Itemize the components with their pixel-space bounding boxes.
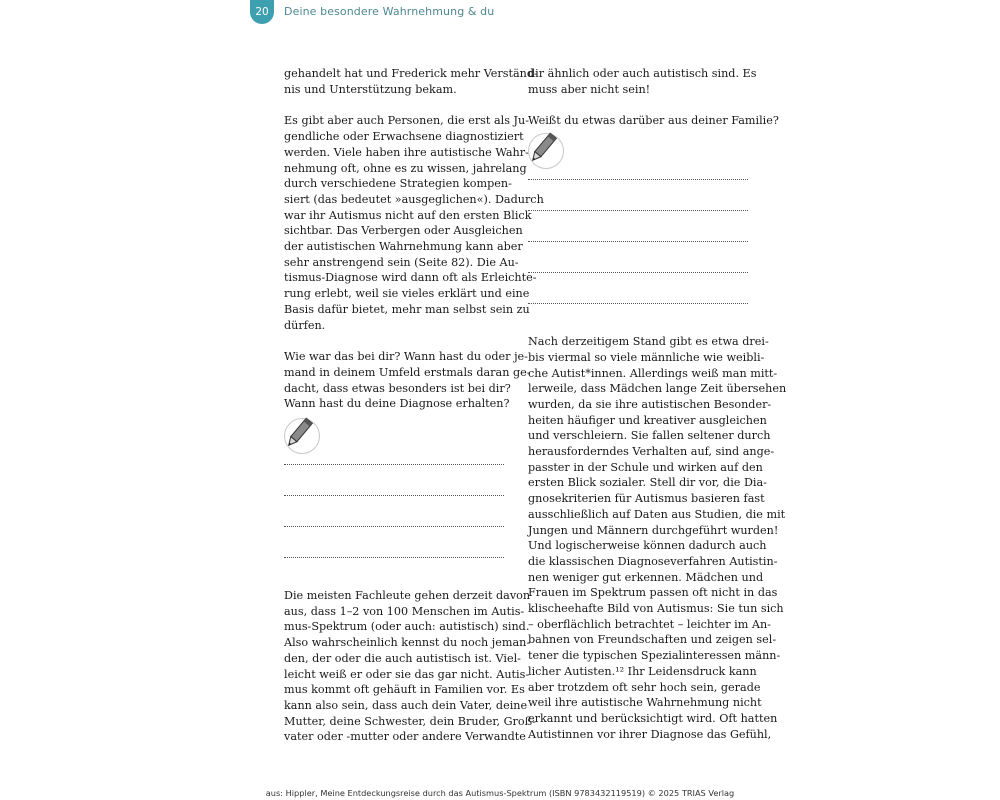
text-line: Die meisten Fachleute gehen derzeit davon <box>284 589 531 603</box>
paragraph <box>284 66 538 97</box>
text-line: dir ähnlich oder auch autistisch sind. Es <box>528 67 757 80</box>
text-line: licher Autisten.¹² Ihr Leidensdruck kann <box>528 664 757 678</box>
left-column <box>284 66 544 761</box>
text-line: der autistischen Wahrnehmung kann aber <box>284 240 523 254</box>
text-line: Basis dafür bietet, mehr man selbst sein zu <box>284 302 530 316</box>
text-line: Frauen im Spektrum passen oft nicht in das <box>528 586 778 600</box>
text-line: Autistinnen vor ihrer Diagnose das Gefühl, <box>528 727 772 741</box>
text-line: sichtbar. Das Verbergen oder Ausgleichen <box>284 224 523 238</box>
text-line: Es gibt aber auch Personen, die erst als Ju- <box>284 114 529 128</box>
text-line: lerweile, dass Mädchen lange Zeit übersehen <box>528 382 787 396</box>
text-line: war ihr Autismus nicht auf den ersten Blick <box>284 208 532 222</box>
text-line: sehr anstrengend sein (Seite 82). Die Au- <box>284 255 519 269</box>
text-line: mus kommt oft gehäuft in Familien vor. Es <box>284 683 525 697</box>
writing-line[interactable] <box>284 495 504 496</box>
text-line: che Autist*innen. Allerdings weiß man mitt- <box>528 366 778 380</box>
text-line: bis viermal so viele männliche wie weibli- <box>528 350 765 364</box>
text-line: Also wahrscheinlich kennst du noch jeman- <box>284 636 531 650</box>
text-line: vater oder -mutter oder andere Verwandte <box>284 730 526 744</box>
text-line: muss aber nicht sein! <box>528 82 651 96</box>
text-line: nehmung oft, ohne es zu wissen, jahrelang <box>284 161 527 175</box>
text-line: leicht weiß er oder sie das gar nicht. Autis- <box>284 667 530 681</box>
text-line: mus-Spektrum (oder auch: autistisch) sind. <box>284 620 530 634</box>
text-line: herausforderndes Verhalten auf, sind ange- <box>528 445 775 459</box>
writing-line[interactable] <box>284 526 504 527</box>
pencil-icon <box>284 418 320 454</box>
text-line: wurden, da sie ihre autistischen Besonder- <box>528 397 772 411</box>
text-line: erkannt und berücksichtigt wird. Oft hatten <box>528 711 778 725</box>
paragraph <box>528 334 787 742</box>
writing-line[interactable] <box>528 303 748 304</box>
text-line: rung erlebt, weil sie vieles erklärt und eine <box>284 287 530 301</box>
text-line: bahnen von Freundschaften und zeigen sel- <box>528 633 777 647</box>
text-line: Weißt du etwas darüber aus deiner Familie? <box>528 114 779 128</box>
text-line: tismus-Diagnose wird dann oft als Erleichte- <box>284 271 537 285</box>
writing-line[interactable] <box>528 179 748 180</box>
text-line: durch verschiedene Strategien kompen- <box>284 177 512 191</box>
text-line: Und logischerweise können dadurch auch <box>528 539 767 553</box>
text-line: ersten Blick sozialer. Stell dir vor, die Dia- <box>528 476 767 490</box>
text-line: heiten häufiger und kreativer ausgleichen <box>528 413 767 427</box>
right-column <box>528 66 787 758</box>
text-line: dacht, dass etwas besonders ist bei dir? <box>284 381 511 395</box>
text-line: klischeehafte Bild von Autismus: Sie tun sich <box>528 602 784 616</box>
text-line: gehandelt hat und Frederick mehr Verständ- <box>284 67 538 80</box>
text-line: werden. Viele haben ihre autistische Wahr- <box>284 145 529 159</box>
text-line: weil ihre autistische Wahrnehmung nicht <box>528 696 762 710</box>
text-line: gendliche oder Erwachsene diagnostiziert <box>284 130 524 144</box>
text-line: siert (das bedeutet »ausgeglichen«). Dadurch <box>284 192 544 206</box>
text-line: die klassischen Diagnoseverfahren Autistin- <box>528 554 778 568</box>
writing-line[interactable] <box>528 272 748 273</box>
text-line: Wann hast du deine Diagnose erhalten? <box>284 397 510 411</box>
text-line: Mutter, deine Schwester, dein Bruder, Groß- <box>284 714 536 728</box>
text-line: aber trotzdem oft sehr hoch sein, gerade <box>528 680 761 694</box>
running-header-title: Deine besondere Wahrnehmung & du <box>284 5 495 18</box>
page-number: 20 <box>255 6 269 18</box>
text-line: nis und Unterstützung bekam. <box>284 82 457 96</box>
writing-lines <box>284 464 509 558</box>
text-line: und verschleiern. Sie fallen seltener durch <box>528 429 771 443</box>
source-footer: aus: Hippler, Meine Entdeckungsreise durch das Autismus-Spektrum (ISBN 9783432119519) © 2025 TRIAS Verlag <box>265 788 735 798</box>
text-line: gnosekriterien für Autismus basieren fast <box>528 492 765 506</box>
text-line: Jungen und Männern durchgeführt wurden! <box>528 523 779 537</box>
question-paragraph <box>528 113 779 129</box>
writing-line[interactable] <box>528 210 748 211</box>
text-line: passter in der Schule und wirken auf den <box>528 460 763 474</box>
writing-lines <box>528 179 753 304</box>
text-line: nen weniger gut erkennen. Mädchen und <box>528 570 764 584</box>
text-line: ausschließlich auf Daten aus Studien, die mit <box>528 507 786 521</box>
text-line: – oberflächlich betrachtet – leichter im An- <box>528 617 771 631</box>
paragraph <box>284 588 536 745</box>
text-line: tener die typischen Spezialinteressen männ- <box>528 649 781 663</box>
paragraph <box>528 66 757 97</box>
pencil-icon <box>528 133 564 169</box>
text-line: mand in deinem Umfeld erstmals daran ge- <box>284 365 531 379</box>
writing-line[interactable] <box>528 241 748 242</box>
text-line: dürfen. <box>284 318 326 332</box>
writing-line[interactable] <box>284 557 504 558</box>
text-line: Nach derzeitigem Stand gibt es etwa drei- <box>528 335 769 349</box>
question-paragraph <box>284 349 531 412</box>
page-number-badge <box>250 0 274 24</box>
text-line: aus, dass 1–2 von 100 Menschen im Autis- <box>284 604 525 618</box>
paragraph <box>284 113 544 333</box>
text-line: den, der oder die auch autistisch ist. Viel- <box>284 651 521 665</box>
writing-line[interactable] <box>284 464 504 465</box>
text-line: kann also sein, dass auch dein Vater, deine <box>284 698 528 712</box>
text-line: Wie war das bei dir? Wann hast du oder je- <box>284 350 528 364</box>
